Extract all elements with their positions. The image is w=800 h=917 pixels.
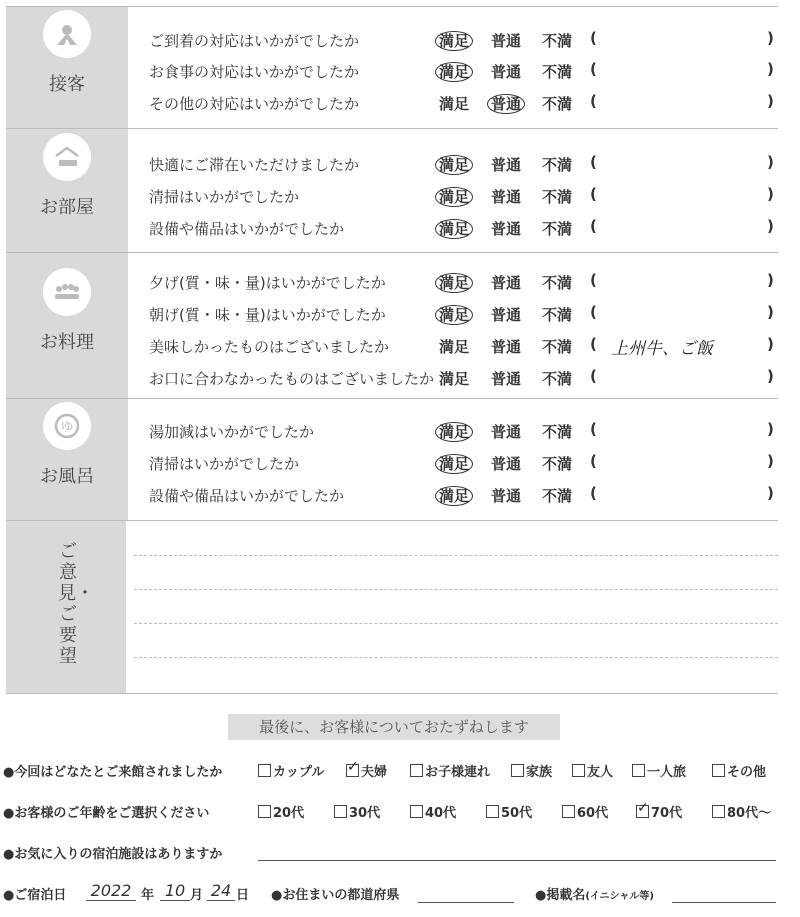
checkbox-option[interactable]: 60代: [562, 802, 608, 821]
question-text: 設備や備品はいかがでしたか: [149, 487, 345, 505]
section-title: お料理: [40, 332, 94, 353]
good-option[interactable]: 満足: [439, 304, 473, 325]
bad-option[interactable]: 不満: [542, 188, 573, 206]
question-text: 快適にご滞在いただけましたか: [149, 156, 360, 174]
question-row: [149, 216, 779, 240]
close-paren: ): [767, 29, 774, 47]
checkbox-option[interactable]: カップル: [258, 761, 324, 780]
normal-option[interactable]: 普通: [491, 93, 525, 114]
checkbox-option[interactable]: 80代〜: [712, 802, 771, 821]
bad-option[interactable]: 不満: [542, 370, 573, 388]
good-option[interactable]: 満足: [439, 218, 473, 239]
checkbox-icon[interactable]: [572, 764, 585, 777]
normal-option[interactable]: 普通: [491, 370, 522, 388]
section-side-panel: [6, 399, 128, 521]
normal-option[interactable]: 普通: [491, 455, 522, 473]
prefecture-label: ●お住まいの都道府県: [271, 888, 400, 903]
checkbox-icon[interactable]: [410, 805, 423, 818]
question-row: [149, 59, 779, 83]
question-text: 美味しかったものはございましたか: [149, 338, 390, 356]
bad-option[interactable]: 不満: [542, 63, 573, 81]
checkbox-icon[interactable]: [258, 805, 271, 818]
good-option[interactable]: 満足: [439, 338, 470, 356]
comment-line[interactable]: [134, 589, 778, 590]
comments-side-panel: [6, 521, 126, 693]
bad-option[interactable]: 不満: [542, 156, 573, 174]
section-2: [6, 128, 778, 253]
question-row: [149, 152, 779, 176]
comment-line[interactable]: [134, 623, 778, 624]
close-paren: ): [767, 452, 774, 470]
section-title: お部屋: [40, 197, 94, 218]
open-paren: (: [590, 484, 597, 502]
person-icon: [43, 10, 91, 58]
close-paren: ): [767, 185, 774, 203]
close-paren: ): [767, 484, 774, 502]
section-side-panel: [6, 129, 128, 253]
comment-line[interactable]: [134, 555, 778, 556]
close-paren: ): [767, 271, 774, 289]
section-side-panel: [6, 253, 128, 399]
checkbox-icon[interactable]: [334, 805, 347, 818]
normal-option[interactable]: 普通: [491, 156, 522, 174]
bad-option[interactable]: 不満: [542, 95, 573, 113]
checkbox-icon[interactable]: [258, 764, 271, 777]
question-row: [149, 451, 779, 475]
question-row: [149, 91, 779, 115]
footer-banner: 最後に、お客様についておたずねします: [228, 714, 560, 740]
close-paren: ): [767, 92, 774, 110]
open-paren: (: [590, 303, 597, 321]
bad-option[interactable]: 不満: [542, 423, 573, 441]
section-side-panel: [6, 7, 128, 129]
checkbox-icon[interactable]: [712, 764, 725, 777]
normal-option[interactable]: 普通: [491, 274, 522, 292]
section-title: 接客: [49, 74, 85, 95]
close-paren: ): [767, 367, 774, 385]
close-paren: ): [767, 420, 774, 438]
comment-line[interactable]: [134, 657, 778, 658]
stay-day-unit: 日: [236, 888, 250, 903]
stay-month-value[interactable]: 10: [160, 881, 190, 901]
good-option[interactable]: 満足: [439, 95, 470, 113]
normal-option[interactable]: 普通: [491, 423, 522, 441]
checkbox-option[interactable]: 30代: [334, 802, 380, 821]
open-paren: (: [590, 185, 597, 203]
svg-text:ゆ: ゆ: [60, 420, 74, 435]
good-option[interactable]: 満足: [439, 154, 473, 175]
good-option[interactable]: 満足: [439, 186, 473, 207]
hot-spring-icon: [43, 402, 91, 450]
display-name-label: ●掲載名(イニシャル等): [535, 888, 654, 903]
good-option[interactable]: 満足: [439, 61, 473, 82]
bad-option[interactable]: 不満: [542, 487, 573, 505]
question-row: [149, 419, 779, 443]
checkbox-icon[interactable]: [712, 805, 725, 818]
question-row: [149, 366, 779, 390]
favorite-hotel-field[interactable]: [258, 842, 776, 861]
question-row: [149, 184, 779, 208]
stay-year-unit: 年: [141, 888, 155, 903]
comments-title: ご意見・ご要望: [58, 541, 94, 667]
normal-option[interactable]: 普通: [491, 487, 522, 505]
question-row: [149, 302, 779, 326]
bad-option[interactable]: 不満: [542, 32, 573, 50]
stay-month-unit: 月: [190, 888, 204, 903]
question-text: お食事の対応はいかがでしたか: [149, 63, 360, 81]
question-row: [149, 334, 779, 358]
open-paren: (: [590, 367, 597, 385]
checkbox-icon[interactable]: [410, 764, 423, 777]
stay-year-value[interactable]: 2022: [86, 881, 136, 901]
question-row: [149, 483, 779, 507]
checkbox-icon[interactable]: [636, 805, 649, 818]
normal-option[interactable]: 普通: [491, 63, 522, 81]
good-option[interactable]: 満足: [439, 453, 473, 474]
open-paren: (: [590, 153, 597, 171]
checkbox-option[interactable]: 40代: [410, 802, 456, 821]
normal-option[interactable]: 普通: [491, 188, 522, 206]
section-4: [6, 398, 778, 521]
checkbox-option[interactable]: ✓ 70代: [636, 802, 682, 821]
open-paren: (: [590, 271, 597, 289]
age-question: ●お客様のご年齢をご選択ください: [3, 806, 210, 821]
good-option[interactable]: 満足: [439, 485, 473, 506]
bad-option[interactable]: 不満: [542, 306, 573, 324]
checkbox-icon[interactable]: [346, 764, 359, 777]
dish-icon: [43, 268, 91, 316]
normal-option[interactable]: 普通: [491, 32, 522, 50]
question-text: その他の対応はいかがでしたか: [149, 95, 360, 113]
good-option[interactable]: 満足: [439, 421, 473, 442]
checkbox-option[interactable]: お子様連れ: [410, 761, 490, 780]
question-text: 清掃はいかがでしたか: [149, 455, 300, 473]
checkbox-option[interactable]: 友人: [572, 761, 613, 780]
close-paren: ): [767, 335, 774, 353]
checkbox-option[interactable]: 50代: [486, 802, 532, 821]
close-paren: ): [767, 217, 774, 235]
stay-date-label: ●ご宿泊日: [3, 888, 67, 903]
question-text: 設備や備品はいかがでしたか: [149, 220, 345, 238]
question-text: 夕げ(質・味・量)はいかがでしたか: [149, 274, 386, 292]
house-icon: [43, 133, 91, 181]
question-text: 朝げ(質・味・量)はいかがでしたか: [149, 306, 386, 324]
prefecture-field[interactable]: [418, 884, 514, 903]
favorite-hotel-question: ●お気に入りの宿泊施設はありますか: [3, 847, 223, 862]
companion-question: ●今回はどなたとご来館されましたか: [3, 765, 223, 780]
stay-day-value[interactable]: 24: [207, 881, 235, 901]
bad-option[interactable]: 不満: [542, 455, 573, 473]
normal-option[interactable]: 普通: [491, 338, 522, 356]
open-paren: (: [590, 217, 597, 235]
checkbox-icon[interactable]: [486, 805, 499, 818]
comments-section: [6, 520, 778, 694]
checkbox-option[interactable]: 家族: [511, 761, 552, 780]
bad-option[interactable]: 不満: [542, 220, 573, 238]
close-paren: ): [767, 153, 774, 171]
question-text: ご到着の対応はいかがでしたか: [149, 32, 360, 50]
good-option[interactable]: 満足: [439, 370, 470, 388]
good-option[interactable]: 満足: [439, 272, 473, 293]
close-paren: ): [767, 60, 774, 78]
checkbox-option[interactable]: ✓ 夫婦: [346, 761, 387, 780]
question-text: お口に合わなかったものはございましたか: [149, 370, 435, 388]
open-paren: (: [590, 29, 597, 47]
open-paren: (: [590, 60, 597, 78]
checkbox-icon[interactable]: [511, 764, 524, 777]
normal-option[interactable]: 普通: [491, 220, 522, 238]
checkbox-option[interactable]: その他: [712, 761, 766, 780]
display-name-field[interactable]: [672, 884, 776, 903]
close-paren: ): [767, 303, 774, 321]
bad-option[interactable]: 不満: [542, 274, 573, 292]
normal-option[interactable]: 普通: [491, 306, 522, 324]
question-row: [149, 28, 779, 52]
question-text: 清掃はいかがでしたか: [149, 188, 300, 206]
bad-option[interactable]: 不満: [542, 338, 573, 356]
open-paren: (: [590, 452, 597, 470]
section-title: お風呂: [40, 466, 94, 487]
answer-field[interactable]: 上州牛、ご飯: [611, 339, 713, 359]
good-option[interactable]: 満足: [439, 30, 473, 51]
section-3: [6, 252, 778, 399]
open-paren: (: [590, 420, 597, 438]
open-paren: (: [590, 335, 597, 353]
question-text: 湯加減はいかがでしたか: [149, 423, 315, 441]
open-paren: (: [590, 92, 597, 110]
checkbox-option[interactable]: 20代: [258, 802, 304, 821]
question-row: [149, 270, 779, 294]
checkbox-icon[interactable]: [562, 805, 575, 818]
section-1: [6, 6, 778, 129]
checkbox-icon[interactable]: [632, 764, 645, 777]
checkbox-option[interactable]: 一人旅: [632, 761, 686, 780]
